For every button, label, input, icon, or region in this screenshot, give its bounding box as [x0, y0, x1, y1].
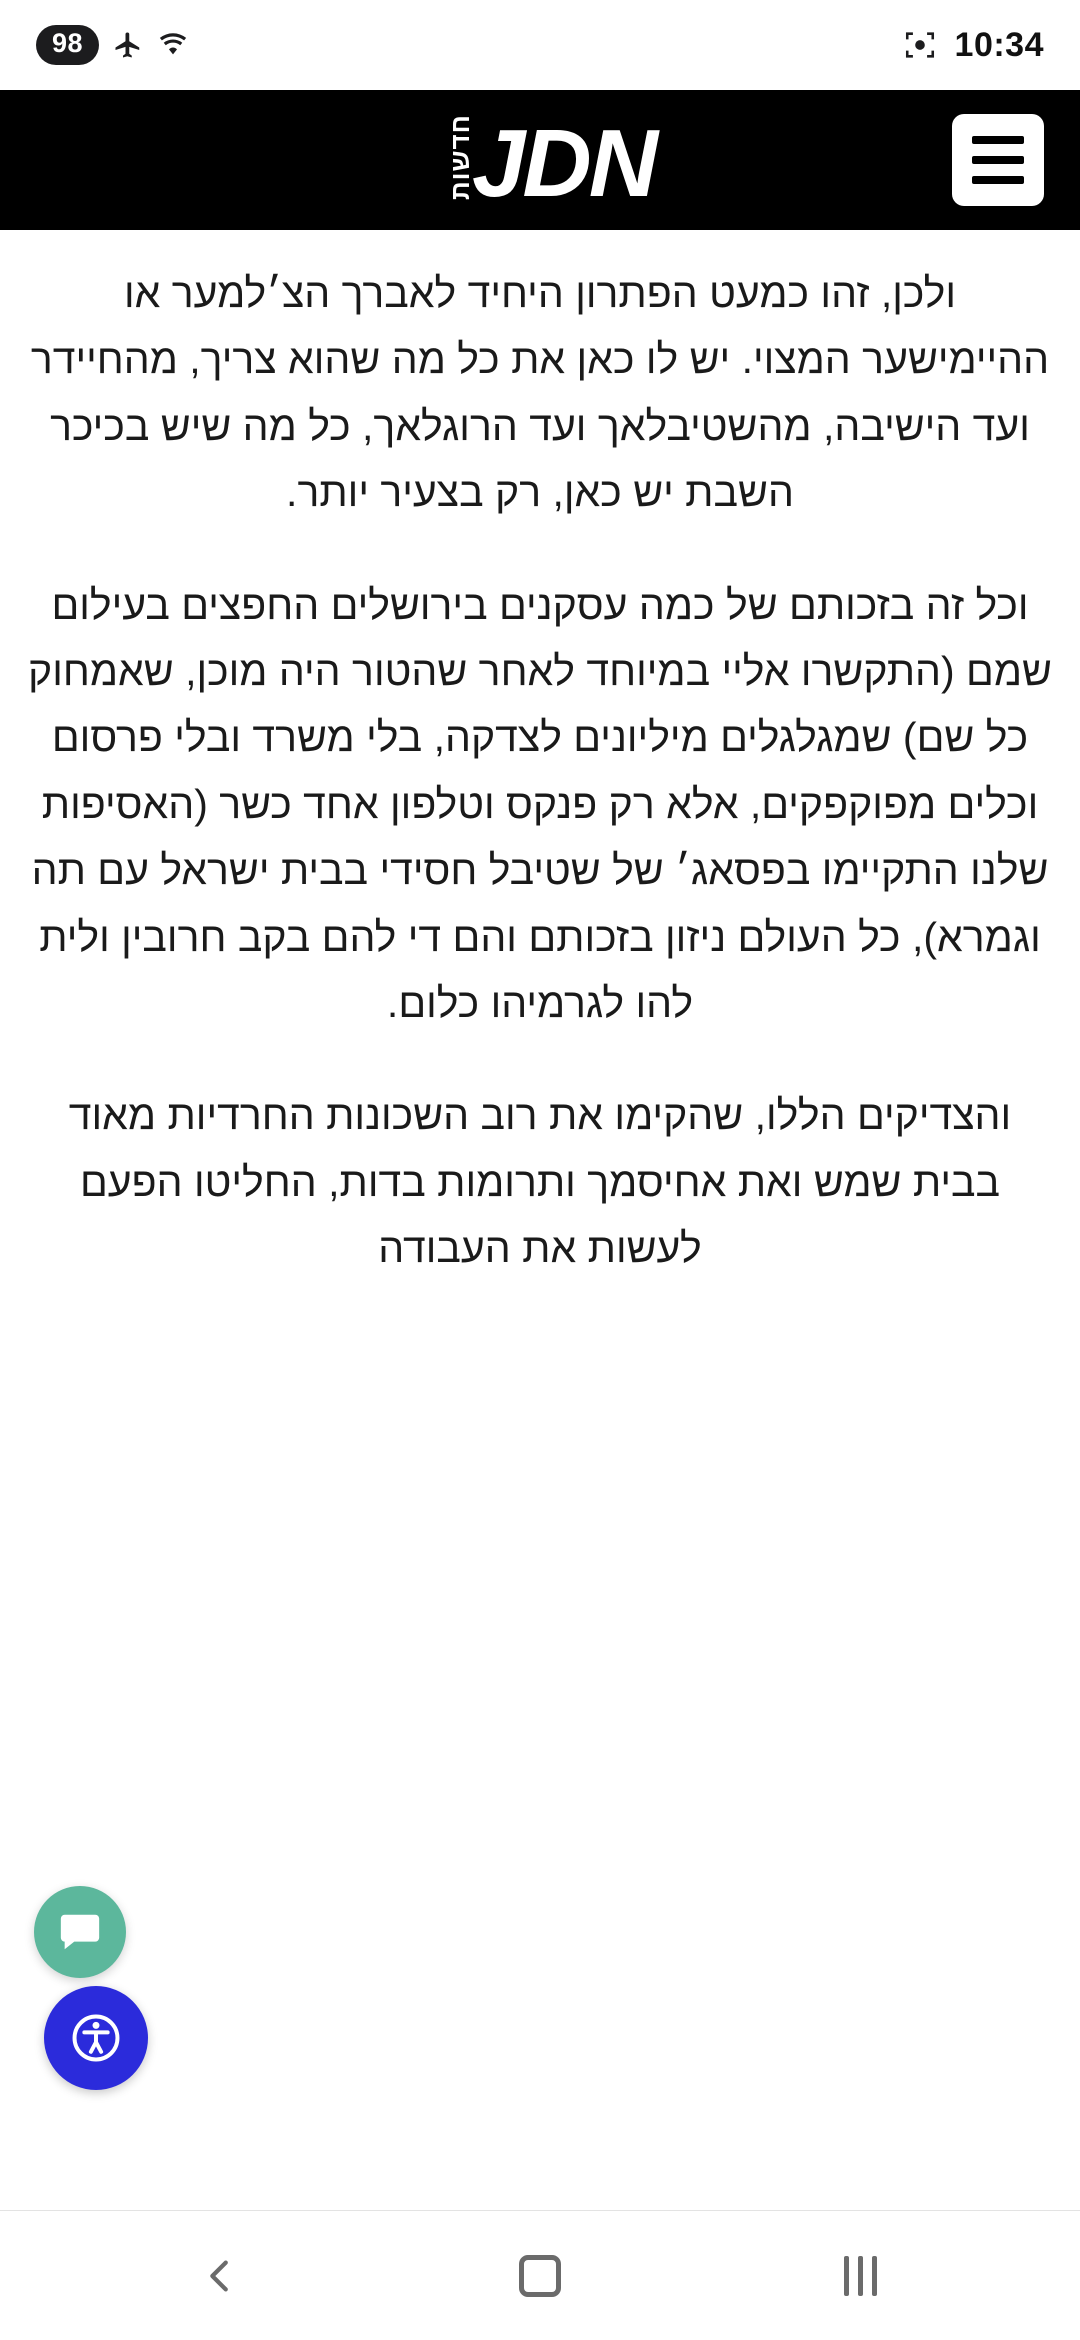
home-button[interactable]: [485, 2221, 595, 2331]
back-button[interactable]: [165, 2221, 275, 2331]
site-header: [0, 90, 1080, 230]
status-bar-clock: 10:34: [954, 25, 1044, 64]
menu-bar-top: [972, 136, 1024, 144]
site-logo-text: JDN: [471, 109, 656, 217]
chat-bubble-icon: [57, 1909, 103, 1955]
article-paragraph: והצדיקים הללו, שהקימו את רוב השכונות החרדיות מאוד בבית שמש ואת אחיסמך ותרומות בדות, החליטו הפעם לעשות את העבודה: [68, 1092, 1012, 1272]
menu-bar-middle: [972, 156, 1024, 164]
menu-bar-bottom: [972, 176, 1024, 184]
battery-percentage-badge: 98: [36, 25, 99, 65]
hamburger-menu-button[interactable]: [952, 114, 1044, 206]
screen-record-icon: [903, 28, 937, 62]
status-bar-right: [903, 26, 1044, 65]
article-paragraph: ולכן, זהו כמעט הפתרון היחיד לאברך הצ׳למער או ההיימישער המצוי. יש לו כאן את כל מה שהוא צריך, מהחיידר ועד הישיבה, מהשטיבלאך ועד הרוגלאך, כל מה שיש בכיכר השבת יש כאן, רק בצעיר יותר.: [30, 270, 1050, 516]
site-logo[interactable]: [444, 109, 656, 217]
status-bar-left: [36, 25, 189, 65]
article-paragraph: וכל זה בזכותם של כמה עסקנים בירושלים החפצים בעילום שמם (התקשרו אליי במיוחד לאחר שהטור היה מוכן, שאמחוק כל שם) שמגלגלים מיליונים לצדקה, בלי משרד ובלי פרסום וכלים מפוקפקים, אלא רק פנקס וטלפון אחד כשר (האסיפות שלנו התקיימו בפסאג׳ של שטיבל חסידי בבית ישראל עם תה וגמרא), כל העולם ניזון בזכותם והם די להם בקב חרובין ולית להו לגרמיהו כלום.: [28, 581, 1052, 1027]
back-chevron-icon: [197, 2253, 243, 2299]
chat-button[interactable]: [34, 1886, 126, 1978]
android-navigation-bar: [0, 2210, 1080, 2340]
status-bar: [0, 0, 1080, 90]
site-logo-subtitle: חדשות: [444, 114, 475, 200]
home-icon: [519, 2255, 561, 2297]
recents-button[interactable]: [805, 2221, 915, 2331]
airplane-mode-icon: [113, 30, 143, 60]
accessibility-button[interactable]: [44, 1986, 148, 2090]
article-body: [0, 230, 1080, 2210]
recents-icon: [844, 2256, 877, 2296]
wifi-icon: [157, 30, 189, 60]
accessibility-person-icon: [68, 2010, 124, 2066]
